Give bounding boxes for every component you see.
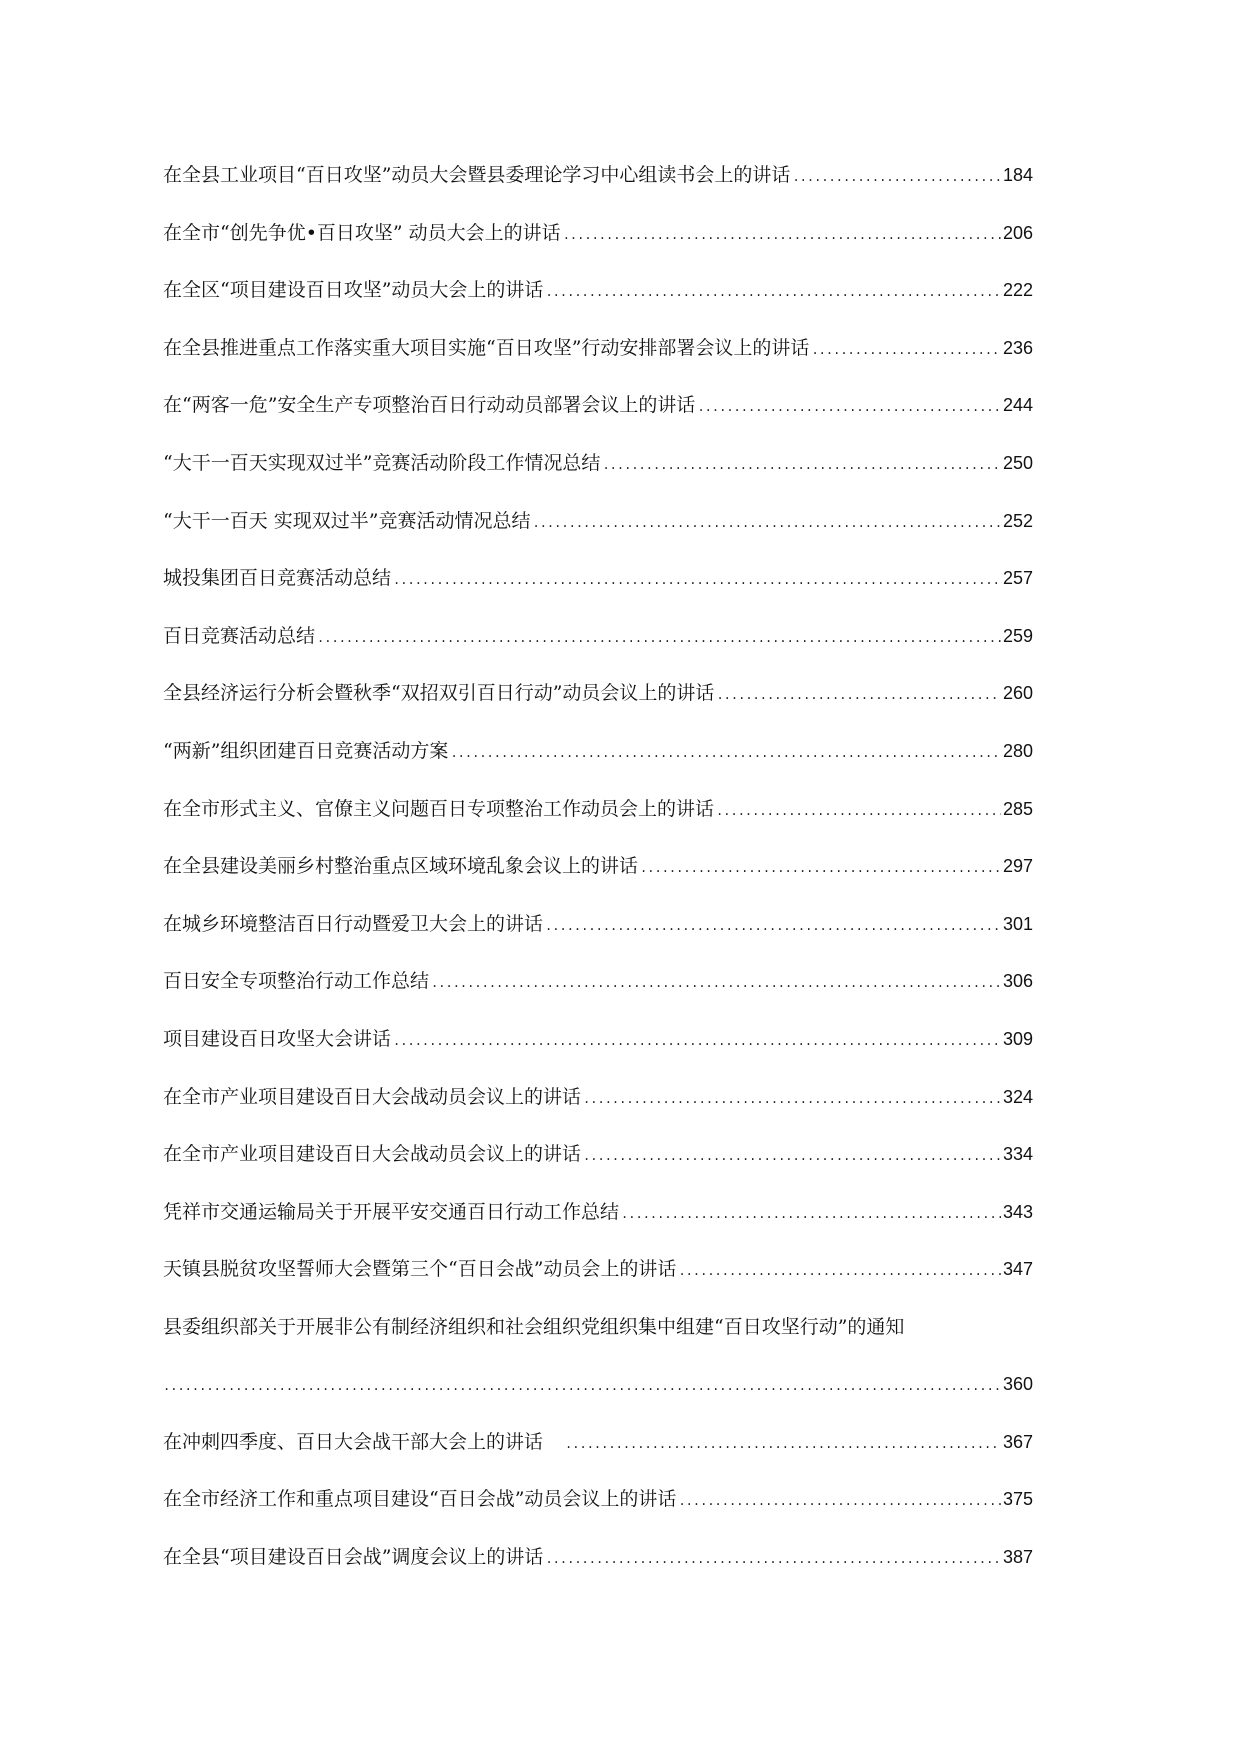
toc-entry-title: 在城乡环境整洁百日行动暨爱卫大会上的讲话	[163, 912, 544, 935]
toc-dot-leader	[450, 740, 1001, 766]
toc-entry-page: 250	[1002, 452, 1033, 473]
toc-entry[interactable]	[163, 623, 1033, 681]
toc-entry-title: 在全市形式主义、官僚主义问题百日专项整治工作动员会上的讲话	[163, 797, 715, 820]
toc-entry-title: 在全县建设美丽乡村整治重点区域环境乱象会议上的讲话	[163, 855, 639, 878]
toc-entry-page: 252	[1002, 510, 1033, 531]
toc-dot-leader	[545, 279, 1001, 305]
toc-dot-leader	[811, 337, 1001, 363]
toc-entry-page: 297	[1002, 856, 1033, 877]
toc-entry-page: 375	[1002, 1489, 1033, 1510]
toc-entry-title: 在全市经济工作和重点项目建设“百日会战”动员会议上的讲话	[163, 1488, 677, 1511]
toc-entry-title: “大干一百天 实现双过半”竞赛活动情况总结	[163, 509, 531, 532]
toc-entry-title: 凭祥市交通运输局关于开展平安交通百日行动工作总结	[163, 1200, 620, 1223]
toc-entry-continuation	[163, 1371, 1033, 1399]
toc-dot-leader	[431, 970, 1001, 996]
toc-entry[interactable]	[163, 968, 1033, 1026]
toc-dot-leader	[545, 1546, 1001, 1572]
toc-entry-title: 在全市产业项目建设百日大会战动员会议上的讲话	[163, 1143, 582, 1166]
toc-entry-title: 城投集团百日竞赛活动总结	[163, 567, 392, 590]
toc-entry[interactable]	[163, 796, 1033, 854]
toc-entry[interactable]	[163, 1314, 1033, 1429]
toc-entry[interactable]	[163, 508, 1033, 566]
toc-entry-title: 县委组织部关于开展非公有制经济组织和社会组织党组织集中组建“百日攻坚行动”的通知	[163, 1315, 905, 1338]
toc-entry-page: 259	[1002, 625, 1033, 646]
toc-entry-title: 天镇县脱贫攻坚誓师大会暨第三个“百日会战”动员会上的讲话	[163, 1258, 677, 1281]
toc-entry-page: 306	[1002, 971, 1033, 992]
toc-entry[interactable]	[163, 1256, 1033, 1314]
toc-entry[interactable]	[163, 1026, 1033, 1084]
toc-dot-leader	[602, 452, 1001, 478]
toc-entry-title: “两新”组织团建百日竞赛活动方案	[163, 739, 449, 762]
toc-entry-title: 在全县推进重点工作落实重大项目实施“百日攻坚”行动安排部署会议上的讲话	[163, 336, 810, 359]
toc-dot-leader	[716, 682, 1001, 708]
toc-entry[interactable]	[163, 1199, 1033, 1257]
toc-entry-page: 367	[1002, 1431, 1033, 1452]
toc-dot-leader	[678, 1488, 1001, 1514]
toc-entry-page: 260	[1002, 683, 1033, 704]
toc-dot-leader	[545, 913, 1001, 939]
toc-entry-title: 在冲刺四季度、百日大会战干部大会上的讲话	[163, 1430, 544, 1453]
toc-entry-page: 236	[1002, 337, 1033, 358]
toc-entry[interactable]	[163, 392, 1033, 450]
toc-entry-title: 全县经济运行分析会暨秋季“双招双引百日行动”动员会议上的讲话	[163, 682, 715, 705]
toc-entry-title: 百日竞赛活动总结	[163, 624, 316, 647]
toc-entry-page: 257	[1002, 568, 1033, 589]
toc-dot-leader	[565, 1431, 1001, 1457]
toc-entry[interactable]	[163, 1544, 1033, 1602]
toc-entry-page: 360	[1002, 1374, 1033, 1395]
toc-entry-page: 309	[1002, 1028, 1033, 1049]
toc-dot-leader	[163, 1373, 1001, 1399]
toc-dot-leader	[317, 625, 1001, 651]
toc-entry-title: 在全区“项目建设百日攻坚”动员大会上的讲话	[163, 279, 544, 302]
toc-entry-page: 334	[1002, 1144, 1033, 1165]
toc-entry[interactable]	[163, 162, 1033, 220]
toc-dot-leader	[532, 510, 1000, 536]
toc-entry-page: 285	[1002, 798, 1033, 819]
toc-entry[interactable]	[163, 1429, 1033, 1487]
toc-dot-leader	[583, 1143, 1001, 1169]
toc-entry-title: 在全市产业项目建设百日大会战动员会议上的讲话	[163, 1085, 582, 1108]
toc-entry-page: 184	[1002, 165, 1033, 185]
toc-entry[interactable]	[163, 1084, 1033, 1142]
toc-entry-title: 在“两客一危”安全生产专项整治百日行动动员部署会议上的讲话	[163, 394, 696, 417]
toc-entry-page: 387	[1002, 1547, 1033, 1568]
toc-entry-page: 301	[1002, 913, 1033, 934]
toc-entry-title: 百日安全专项整治行动工作总结	[163, 970, 430, 993]
toc-dot-leader	[697, 394, 1001, 420]
toc-entry-title: 在全市“创先争优•百日攻坚” 动员大会上的讲话	[163, 221, 561, 244]
toc-entry[interactable]	[163, 565, 1033, 623]
toc-entry-page: 324	[1002, 1086, 1033, 1107]
toc-dot-leader	[792, 164, 1001, 190]
toc-entry-title: “大干一百天实现双过半”竞赛活动阶段工作情况总结	[163, 451, 601, 474]
toc-entry-page: 280	[1002, 740, 1033, 761]
toc-entry-title: 项目建设百日攻坚大会讲话	[163, 1027, 392, 1050]
toc-dot-leader	[678, 1258, 1001, 1284]
toc-entry-title: 在全县工业项目“百日攻坚”动员大会暨县委理论学习中心组读书会上的讲话	[163, 164, 791, 186]
toc-entry-title: 在全县“项目建设百日会战”调度会议上的讲话	[163, 1546, 544, 1569]
toc-entry[interactable]	[163, 853, 1033, 911]
toc-entry[interactable]	[163, 220, 1033, 278]
toc-entry-page: 244	[1002, 395, 1033, 416]
toc-dot-leader	[583, 1086, 1001, 1112]
table-of-contents	[163, 162, 1033, 1602]
toc-dot-leader	[621, 1201, 1001, 1227]
toc-entry-page: 343	[1002, 1201, 1033, 1222]
toc-dot-leader	[393, 567, 1001, 593]
toc-entry-page: 222	[1002, 280, 1033, 301]
toc-entry[interactable]	[163, 738, 1033, 796]
toc-entry[interactable]	[163, 1486, 1033, 1544]
toc-dot-leader	[393, 1028, 1001, 1054]
toc-entry[interactable]	[163, 680, 1033, 738]
toc-entry-page: 347	[1002, 1259, 1033, 1280]
toc-entry[interactable]	[163, 1141, 1033, 1199]
toc-entry[interactable]	[163, 335, 1033, 393]
toc-entry-page: 206	[1002, 222, 1033, 243]
toc-dot-leader	[716, 798, 1001, 824]
toc-dot-leader	[563, 222, 1001, 248]
toc-entry[interactable]	[163, 277, 1033, 335]
toc-entry[interactable]	[163, 911, 1033, 969]
toc-entry[interactable]	[163, 450, 1033, 508]
toc-dot-leader	[640, 855, 1001, 881]
